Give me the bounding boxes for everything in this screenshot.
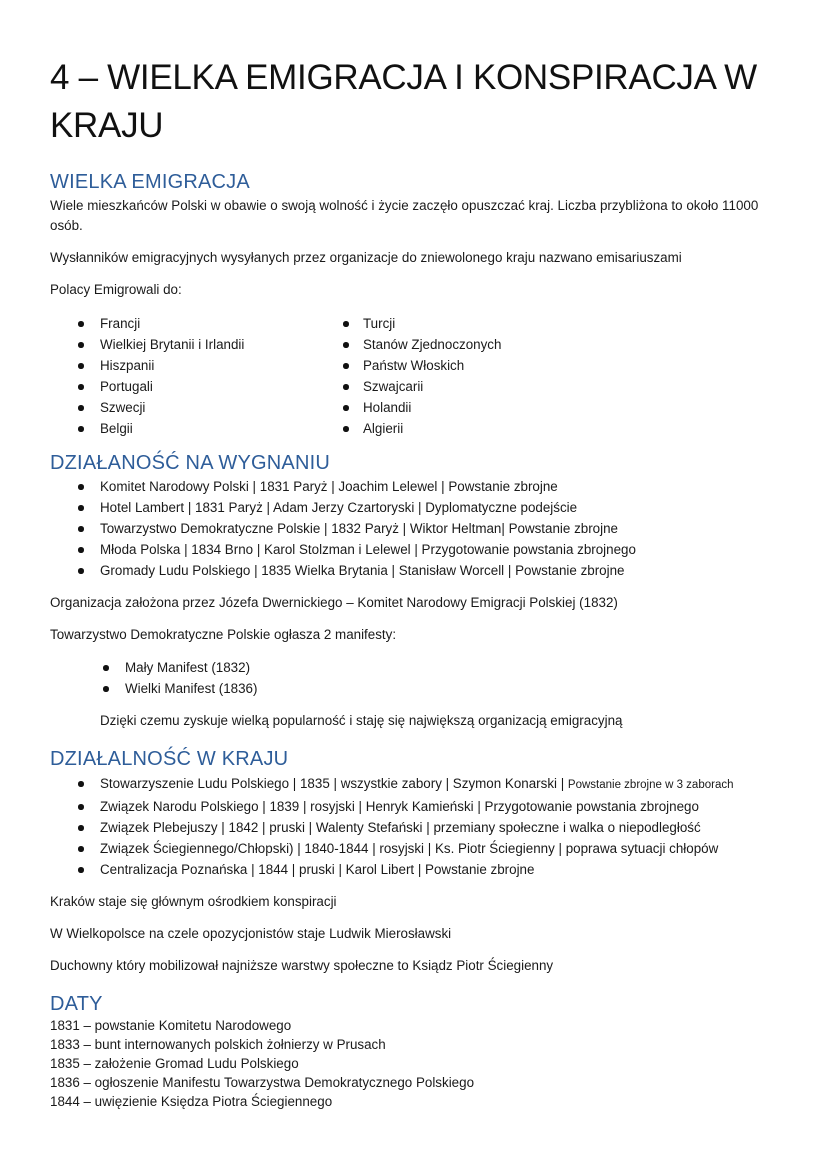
list-item: Szwecji <box>50 397 315 418</box>
list-item: Algierii <box>315 418 580 439</box>
section-heading-wielka-emigracja: WIELKA EMIGRACJA <box>50 171 250 193</box>
list-item: Młoda Polska | 1834 Brno | Karol Stolzman i Lelewel | Przygotowanie powstania zbrojnego <box>50 539 780 560</box>
list-item: Komitet Narodowy Polski | 1831 Paryż | Joachim Lelewel | Powstanie zbrojne <box>50 476 780 497</box>
list-item: Mały Manifest (1832) <box>50 657 780 678</box>
page-title: 4 – WIELKA EMIGRACJA I KONSPIRACJA W KRAJU <box>50 58 757 145</box>
section-heading-dzialalnosc-w-kraju: DZIAŁALNOŚĆ W KRAJU <box>50 748 289 770</box>
list-item: Związek Narodu Polskiego | 1839 | rosyjski | Henryk Kamieński | Przygotowanie powstania zbrojnego <box>50 796 780 817</box>
list-item: Hiszpanii <box>50 355 315 376</box>
list-item: Hotel Lambert | 1831 Paryż | Adam Jerzy Czartoryski | Dyplomatyczne podejście <box>50 497 780 518</box>
list-item: Holandii <box>315 397 580 418</box>
list-item-note: Powstanie zbrojne w 3 zaborach <box>567 779 734 791</box>
paragraph: Duchowny który mobilizował najniższe warstwy społeczne to Ksiądz Piotr Ściegienny <box>50 958 554 973</box>
paragraph: Towarzystwo Demokratyczne Polskie ogłasza 2 manifesty: <box>50 627 397 642</box>
paragraph: Organizacja założona przez Józefa Dwernickiego – Komitet Narodowy Emigracji Polskiej (1832) <box>50 595 618 610</box>
list-item: Wielkiej Brytanii i Irlandii <box>50 334 315 355</box>
list-item: Portugali <box>50 376 315 397</box>
list-item: Wielki Manifest (1836) <box>50 678 780 699</box>
dates-list <box>50 1016 780 1111</box>
document-page <box>50 54 780 1111</box>
paragraph: W Wielkopolsce na czele opozycjonistów staje Ludwik Mierosławski <box>50 926 452 941</box>
manifest-list <box>50 657 780 699</box>
organization-list <box>50 476 780 581</box>
list-item: Państw Włoskich <box>315 355 580 376</box>
list-item: Gromady Ludu Polskiego | 1835 Wielka Brytania | Stanisław Worcell | Powstanie zbrojne <box>50 560 780 581</box>
date-entry: 1831 – powstanie Komitetu Narodowego <box>50 1018 292 1033</box>
list-item: Związek Plebejuszy | 1842 | pruski | Walenty Stefański | przemiany społeczne i walka o niepodległość <box>50 817 780 838</box>
list-item-text: Stowarzyszenie Ludu Polskiego | 1835 | wszystkie zabory | Szymon Konarski | <box>100 776 568 791</box>
list-item: Francji <box>50 313 315 334</box>
date-entry: 1833 – bunt internowanych polskich żołnierzy w Prusach <box>50 1037 386 1052</box>
date-entry: 1844 – uwięzienie Księdza Piotra Ściegiennego <box>50 1094 333 1109</box>
date-entry: 1835 – założenie Gromad Ludu Polskiego <box>50 1056 299 1071</box>
country-list-left <box>50 313 315 439</box>
section-heading-dzialanosc-na-wygnaniu: DZIAŁANOŚĆ NA WYGNANIU <box>50 452 330 474</box>
paragraph: Kraków staje się głównym ośrodkiem konspiracji <box>50 894 337 909</box>
list-item: Turcji <box>315 313 580 334</box>
paragraph: Dzięki czemu zyskuje wielką popularność i staję się największą organizacją emigracyjną <box>100 713 623 728</box>
paragraph: Polacy Emigrowali do: <box>50 282 182 297</box>
list-item: Stanów Zjednoczonych <box>315 334 580 355</box>
list-item: Centralizacja Poznańska | 1844 | pruski | Karol Libert | Powstanie zbrojne <box>50 859 780 880</box>
list-item: Związek Ściegiennego/Chłopski) | 1840-1844 | rosyjski | Ks. Piotr Ściegienny | poprawa sytuacji chłopów <box>50 838 780 859</box>
list-item: Belgii <box>50 418 315 439</box>
list-item: Szwajcarii <box>315 376 580 397</box>
list-item: Towarzystwo Demokratyczne Polskie | 1832 Paryż | Wiktor Heltman| Powstanie zbrojne <box>50 518 780 539</box>
date-entry: 1836 – ogłoszenie Manifestu Towarzystwa Demokratycznego Polskiego <box>50 1075 475 1090</box>
paragraph: Wiele mieszkańców Polski w obawie o swoją wolność i życie zaczęło opuszczać kraj. Liczba przybliżona to około 11000 osób. <box>50 198 759 233</box>
country-list-right <box>315 313 580 439</box>
section-heading-daty: DATY <box>50 993 103 1015</box>
conspiracy-list <box>50 773 780 880</box>
list-item <box>50 773 780 796</box>
paragraph: Wysłanników emigracyjnych wysyłanych przez organizacje do zniewolonego kraju nazwano emisariuszami <box>50 250 682 265</box>
country-columns <box>50 313 780 439</box>
